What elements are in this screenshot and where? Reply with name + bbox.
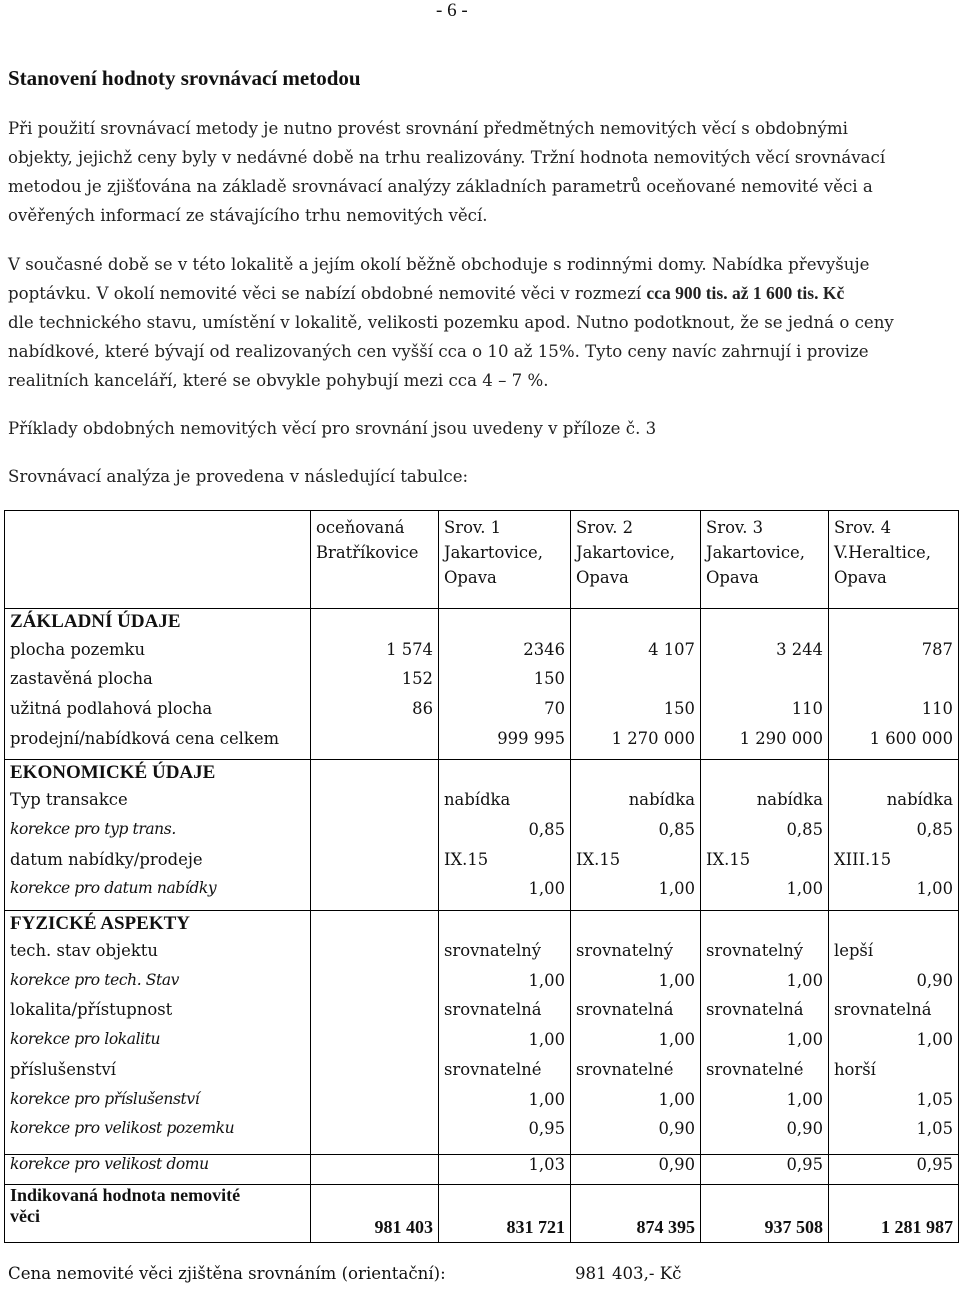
value-cell: horší bbox=[829, 1060, 959, 1090]
row-label: korekce pro tech. Stav bbox=[5, 971, 311, 1001]
price-range: cca 900 tis. až 1 600 tis. Kč bbox=[646, 283, 845, 303]
table-row bbox=[5, 1119, 959, 1154]
value-cell bbox=[311, 1119, 439, 1154]
section-economic: EKONOMICKÉ ÚDAJE bbox=[5, 760, 311, 791]
header-comp-3: Srov. 3 Jakartovice, Opava bbox=[701, 511, 829, 609]
value-cell: IX.15 bbox=[439, 850, 571, 880]
value-cell: XIII.15 bbox=[829, 850, 959, 880]
value-cell: srovnatelná bbox=[571, 1000, 701, 1030]
section-basic: ZÁKLADNÍ ÚDAJE bbox=[5, 609, 311, 640]
value-cell bbox=[311, 1154, 439, 1185]
value-cell: 1,00 bbox=[571, 1090, 701, 1120]
value-cell: srovnatelné bbox=[439, 1060, 571, 1090]
value-cell: 86 bbox=[311, 699, 439, 729]
text-span: poptávku. V okolí nemovité věci se nabízí obdobné nemovité věci v rozmezí bbox=[8, 284, 647, 303]
table-row bbox=[5, 1030, 959, 1060]
value-cell: 0,85 bbox=[439, 820, 571, 850]
text-line: V současné době se v této lokalitě a jejím okolí běžně obchoduje s rodinnými domy. Nabídka převyšuje bbox=[8, 255, 870, 274]
row-label: datum nabídky/prodeje bbox=[5, 850, 311, 880]
section-row bbox=[5, 609, 959, 640]
value-cell bbox=[311, 729, 439, 760]
value-cell: 0,95 bbox=[439, 1119, 571, 1154]
value-cell: IX.15 bbox=[701, 850, 829, 880]
value-cell bbox=[829, 669, 959, 699]
text-line: realitních kanceláří, které se obvykle pohybují mezi cca 4 – 7 %. bbox=[8, 371, 549, 390]
value-cell bbox=[311, 790, 439, 820]
header-comp-2: Srov. 2 Jakartovice, Opava bbox=[571, 511, 701, 609]
text-line: nabídkové, které bývají od realizovaných cen vyšší cca o 10 až 15%. Tyto ceny navíc zahrnují i provize bbox=[8, 342, 869, 361]
value-cell: srovnatelný bbox=[571, 941, 701, 971]
row-label: korekce pro příslušenství bbox=[5, 1090, 311, 1120]
value-cell: 1,00 bbox=[701, 1030, 829, 1060]
value-cell: 1,05 bbox=[829, 1119, 959, 1154]
page-number: - 6 - bbox=[436, 0, 468, 21]
value-cell: 1,00 bbox=[571, 879, 701, 910]
value-cell: 150 bbox=[571, 699, 701, 729]
table-row bbox=[5, 879, 959, 910]
final-price-label: Cena nemovité věci zjištěna srovnáním (orientační): bbox=[8, 1264, 446, 1283]
section-row bbox=[5, 910, 959, 941]
value-cell: 1,00 bbox=[439, 971, 571, 1001]
value-cell: 1 600 000 bbox=[829, 729, 959, 760]
header-subject: oceňovaná Bratříkovice bbox=[311, 511, 439, 609]
table-row bbox=[5, 1154, 959, 1185]
final-price-value: 981 403,- Kč bbox=[575, 1264, 682, 1283]
value-cell: srovnatelný bbox=[439, 941, 571, 971]
value-cell bbox=[311, 1090, 439, 1120]
text-line: metodou je zjišťována na základě srovnávací analýzy základních parametrů oceňované nemovité věci a bbox=[8, 177, 873, 196]
table-row bbox=[5, 1000, 959, 1030]
text-line: Srovnávací analýza je provedena v následující tabulce: bbox=[8, 467, 469, 486]
header-empty-cell bbox=[5, 511, 311, 609]
value-cell bbox=[311, 1000, 439, 1030]
value-cell: 0,85 bbox=[571, 820, 701, 850]
value-cell bbox=[311, 941, 439, 971]
value-cell: 70 bbox=[439, 699, 571, 729]
row-label: korekce pro typ trans. bbox=[5, 820, 311, 850]
value-cell: 1,00 bbox=[701, 971, 829, 1001]
value-cell: 1,00 bbox=[829, 879, 959, 910]
table-row bbox=[5, 941, 959, 971]
comparison-table bbox=[4, 510, 959, 1243]
value-cell bbox=[311, 971, 439, 1001]
value-cell: 0,90 bbox=[571, 1119, 701, 1154]
table-row bbox=[5, 1060, 959, 1090]
value-cell: srovnatelné bbox=[571, 1060, 701, 1090]
value-cell: 152 bbox=[311, 669, 439, 699]
row-label: zastavěná plocha bbox=[5, 669, 311, 699]
row-label: užitná podlahová plocha bbox=[5, 699, 311, 729]
table-row bbox=[5, 820, 959, 850]
table-row bbox=[5, 729, 959, 760]
value-cell bbox=[311, 850, 439, 880]
value-cell: 110 bbox=[829, 699, 959, 729]
text-line: Při použití srovnávací metody je nutno provést srovnání předmětných nemovitých věcí s obdobnými bbox=[8, 119, 848, 138]
section-physical: FYZICKÉ ASPEKTY bbox=[5, 910, 311, 941]
result-row bbox=[5, 1185, 959, 1243]
market-paragraph bbox=[8, 250, 956, 395]
row-label: příslušenství bbox=[5, 1060, 311, 1090]
value-cell: srovnatelné bbox=[701, 1060, 829, 1090]
result-value: 1 281 987 bbox=[829, 1185, 959, 1243]
value-cell: nabídka bbox=[701, 790, 829, 820]
value-cell: 0,85 bbox=[701, 820, 829, 850]
value-cell: 4 107 bbox=[571, 640, 701, 670]
value-cell: 0,95 bbox=[701, 1154, 829, 1185]
header-comp-1: Srov. 1 Jakartovice, Opava bbox=[439, 511, 571, 609]
value-cell: 110 bbox=[701, 699, 829, 729]
value-cell: nabídka bbox=[439, 790, 571, 820]
value-cell: 999 995 bbox=[439, 729, 571, 760]
value-cell: 1,00 bbox=[439, 1030, 571, 1060]
value-cell: 0,90 bbox=[571, 1154, 701, 1185]
value-cell: 1,00 bbox=[571, 971, 701, 1001]
value-cell: 1,00 bbox=[701, 1090, 829, 1120]
value-cell: 1,00 bbox=[829, 1030, 959, 1060]
row-label: lokalita/přístupnost bbox=[5, 1000, 311, 1030]
header-comp-4: Srov. 4 V.Heraltice, Opava bbox=[829, 511, 959, 609]
value-cell bbox=[701, 669, 829, 699]
value-cell bbox=[311, 1030, 439, 1060]
section-row bbox=[5, 760, 959, 791]
text-line: Příklady obdobných nemovitých věcí pro srovnání jsou uvedeny v příloze č. 3 bbox=[8, 419, 657, 438]
value-cell: 1,00 bbox=[439, 1090, 571, 1120]
value-cell: 0,90 bbox=[829, 971, 959, 1001]
value-cell: 0,95 bbox=[829, 1154, 959, 1185]
value-cell: 0,90 bbox=[701, 1119, 829, 1154]
row-label: korekce pro velikost domu bbox=[5, 1154, 311, 1185]
value-cell: 1,00 bbox=[701, 879, 829, 910]
table-row bbox=[5, 640, 959, 670]
value-cell: 150 bbox=[439, 669, 571, 699]
result-value: 831 721 bbox=[439, 1185, 571, 1243]
table-row bbox=[5, 971, 959, 1001]
value-cell: nabídka bbox=[829, 790, 959, 820]
value-cell: srovnatelná bbox=[439, 1000, 571, 1030]
value-cell: IX.15 bbox=[571, 850, 701, 880]
row-label: korekce pro lokalitu bbox=[5, 1030, 311, 1060]
appendix-note bbox=[8, 414, 956, 443]
value-cell: 3 244 bbox=[701, 640, 829, 670]
value-cell: 787 bbox=[829, 640, 959, 670]
row-label: plocha pozemku bbox=[5, 640, 311, 670]
value-cell: 1,00 bbox=[571, 1030, 701, 1060]
text-line: objekty, jejichž ceny byly v nedávné době na trhu realizovány. Tržní hodnota nemovitých věcí srovnávací bbox=[8, 148, 886, 167]
table-header-row bbox=[5, 511, 959, 609]
row-label: korekce pro velikost pozemku bbox=[5, 1119, 311, 1154]
value-cell: srovnatelná bbox=[829, 1000, 959, 1030]
value-cell bbox=[311, 879, 439, 910]
value-cell: 2346 bbox=[439, 640, 571, 670]
table-row bbox=[5, 669, 959, 699]
table-row bbox=[5, 850, 959, 880]
section-heading: Stanovení hodnoty srovnávací metodou bbox=[8, 66, 361, 90]
table-row bbox=[5, 790, 959, 820]
value-cell bbox=[571, 669, 701, 699]
value-cell: srovnatelný bbox=[701, 941, 829, 971]
value-cell bbox=[311, 820, 439, 850]
table-row bbox=[5, 699, 959, 729]
value-cell: 1 290 000 bbox=[701, 729, 829, 760]
value-cell: lepší bbox=[829, 941, 959, 971]
value-cell: nabídka bbox=[571, 790, 701, 820]
table-intro bbox=[8, 462, 956, 491]
result-value: 981 403 bbox=[311, 1185, 439, 1243]
text-line bbox=[8, 279, 956, 308]
value-cell: 1 574 bbox=[311, 640, 439, 670]
value-cell: 1,00 bbox=[439, 879, 571, 910]
text-line: ověřených informací ze stávajícího trhu nemovitých věcí. bbox=[8, 206, 488, 225]
table-row bbox=[5, 1090, 959, 1120]
value-cell: 0,85 bbox=[829, 820, 959, 850]
value-cell bbox=[311, 1060, 439, 1090]
value-cell: 1,03 bbox=[439, 1154, 571, 1185]
intro-paragraph bbox=[8, 114, 956, 230]
result-value: 937 508 bbox=[701, 1185, 829, 1243]
result-value: 874 395 bbox=[571, 1185, 701, 1243]
row-label: prodejní/nabídková cena celkem bbox=[5, 729, 311, 760]
value-cell: 1,05 bbox=[829, 1090, 959, 1120]
row-label: Typ transakce bbox=[5, 790, 311, 820]
row-label: korekce pro datum nabídky bbox=[5, 879, 311, 910]
row-label: tech. stav objektu bbox=[5, 941, 311, 971]
value-cell: srovnatelná bbox=[701, 1000, 829, 1030]
value-cell: 1 270 000 bbox=[571, 729, 701, 760]
text-line: dle technického stavu, umístění v lokalitě, velikosti pozemku apod. Nutno podotknout, že se jedná o ceny bbox=[8, 313, 894, 332]
result-label: Indikovaná hodnota nemovité věci bbox=[5, 1185, 311, 1243]
